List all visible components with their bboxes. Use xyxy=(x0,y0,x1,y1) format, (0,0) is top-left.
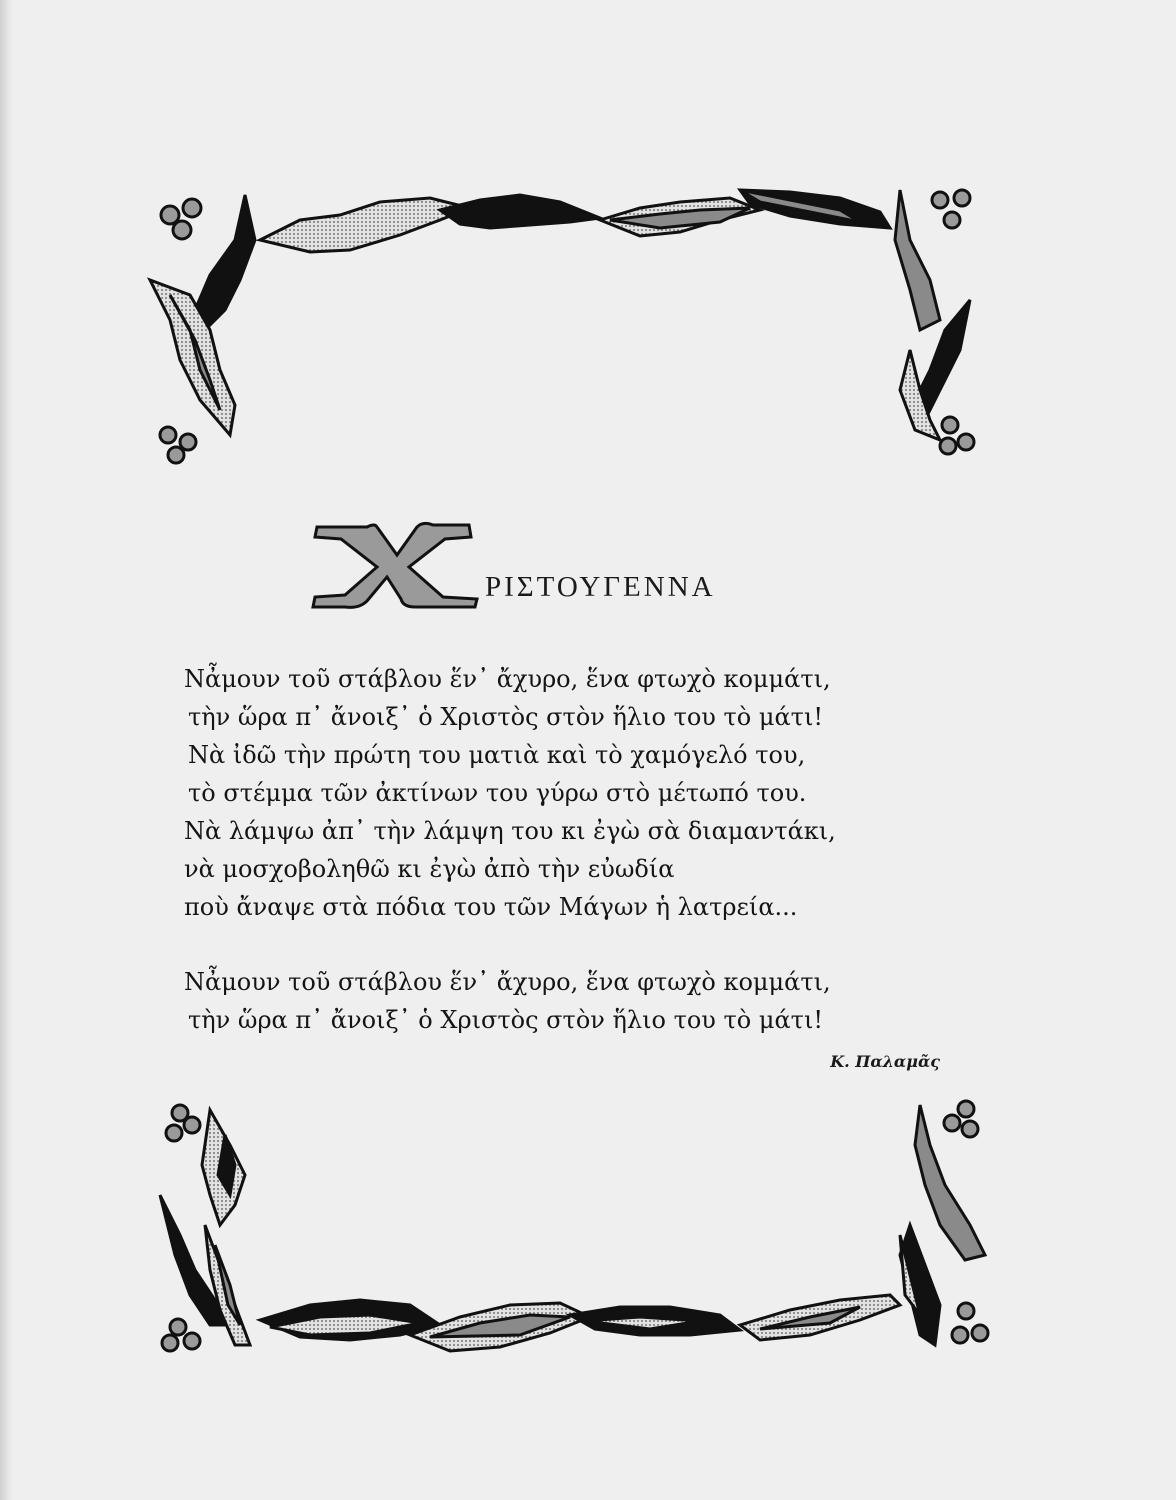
holly-leaf-icon xyxy=(150,190,970,440)
stanza-2 xyxy=(184,963,831,1039)
verse-line: τὴν ὥρα π᾿ ἄνοιξ᾿ ὁ Χριστὸς στὸν ἥλιο του τὸ μάτι! xyxy=(188,1006,824,1034)
verse-line: Νὰ ἰδῶ τὴν πρώτη του ματιὰ καὶ τὸ χαμόγελό του, xyxy=(188,741,806,769)
verse-line: τὴν ὥρα π᾿ ἄνοιξ᾿ ὁ Χριστὸς στὸν ἥλιο του τὸ μάτι! xyxy=(188,703,824,731)
verse-line: νὰ μοσχοβοληθῶ κι ἐγὼ ἀπὸ τὴν εὐωδία xyxy=(184,855,675,883)
holly-border-top xyxy=(140,180,1000,470)
verse-line: Νἆμουν τοῦ στάβλου ἕν᾿ ἄχυρο, ἕνα φτωχὸ κομμάτι, xyxy=(184,665,831,693)
verse-line: τὸ στέμμα τῶν ἀκτίνων του γύρω στὸ μέτωπό του. xyxy=(188,779,807,807)
page-binding-edge xyxy=(0,0,14,1500)
holly-leaf-icon xyxy=(260,1295,900,1351)
verse-line: Νὰ λάμψω ἀπ᾿ τὴν λάμψη του κι ἐγὼ σὰ διαμαντάκι, xyxy=(184,817,836,845)
stanza-1 xyxy=(184,660,836,926)
verse-line: ποὺ ἄναψε στὰ πόδια του τῶν Μάγων ἡ λατρεία... xyxy=(184,893,798,921)
drop-cap-chi xyxy=(305,515,485,610)
holly-leaf-icon xyxy=(260,190,890,252)
verse-line: Νἆμουν τοῦ στάβλου ἕν᾿ ἄχυρο, ἕνα φτωχὸ κομμάτι, xyxy=(184,968,831,996)
title-text: ΡΙΣΤΟΥΓΕΝΝΑ xyxy=(485,571,716,603)
holly-border-bottom xyxy=(140,1095,1000,1385)
author-signature: Κ. Παλαμᾶς xyxy=(830,1052,940,1071)
